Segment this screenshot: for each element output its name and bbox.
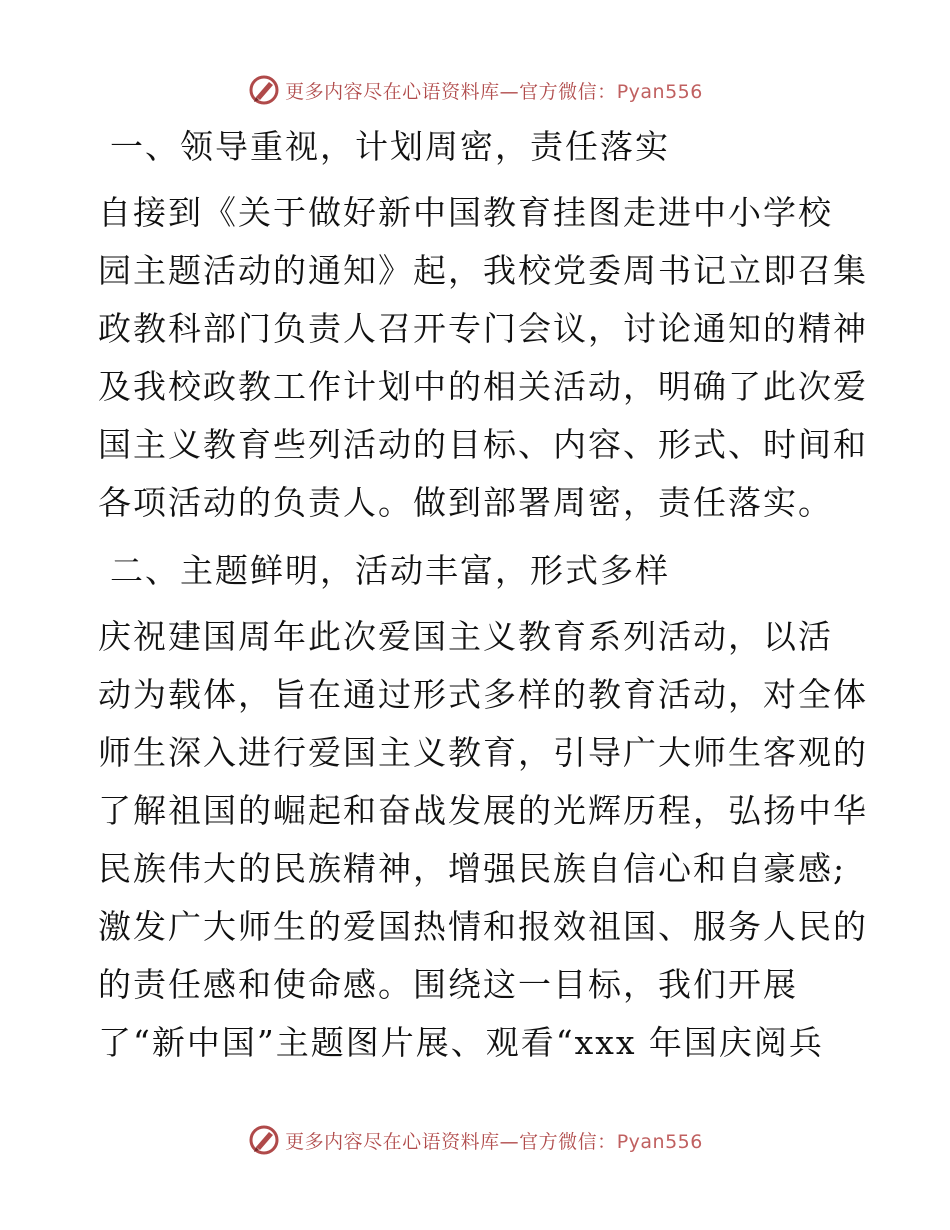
paragraph-line: 民族伟大的民族精神，增强民族自信心和自豪感; [98,849,847,888]
watermark-wechat-id: Pyan556 [616,80,703,103]
paragraph-1 [98,184,868,532]
pen-logo-icon [247,1123,281,1157]
paragraph-line: 动为载体，旨在通过形式多样的教育活动，对全体 [98,675,868,714]
watermark-text [285,1127,703,1154]
watermark-separator: — [499,80,520,103]
watermark-wechat-id: Pyan556 [616,1130,703,1153]
paragraph-line: 政教科部门负责人召开专门会议，讨论通知的精神 [98,309,868,348]
paragraph-line: 的责任感和使命感。围绕这一目标，我们开展 [98,965,798,1004]
paragraph-line: 自接到《关于做好新中国教育挂图走进中小学校 [98,193,833,232]
watermark-title: 更多内容尽在心语资料库 [285,80,500,103]
paragraph-line: 激发广大师生的爱国热情和报效祖国、服务人民的 [98,907,868,946]
watermark-text [285,77,703,104]
watermark-contact: 官方微信： [519,80,617,103]
header-watermark [0,70,950,110]
paragraph-line: 了“新中国”主题图片展、观看“xxx 年国庆阅兵 [98,1023,824,1062]
paragraph-line: 师生深入进行爱国主义教育，引导广大师生客观的 [98,733,868,772]
paragraph-2 [98,608,868,1072]
paragraph-line: 庆祝建国周年此次爱国主义教育系列活动，以活 [98,617,833,656]
watermark-title: 更多内容尽在心语资料库 [285,1130,500,1153]
section-heading-2: 二、主题鲜明，活动丰富，形式多样 [110,551,670,590]
paragraph-line: 了解祖国的崛起和奋战发展的光辉历程，弘扬中华 [98,791,868,830]
watermark-contact: 官方微信： [519,1130,617,1153]
document-body [98,118,868,1072]
footer-watermark [0,1120,950,1160]
section-heading-1: 一、领导重视，计划周密，责任落实 [110,127,670,166]
paragraph-line: 及我校政教工作计划中的相关活动，明确了此次爱 [98,367,868,406]
paragraph-line: 国主义教育些列活动的目标、内容、形式、时间和 [98,425,868,464]
paragraph-line: 园主题活动的通知》起，我校党委周书记立即召集 [98,251,868,290]
paragraph-line: 各项活动的负责人。做到部署周密，责任落实。 [98,483,833,522]
watermark-separator: — [499,1130,520,1153]
pen-logo-icon [247,73,281,107]
